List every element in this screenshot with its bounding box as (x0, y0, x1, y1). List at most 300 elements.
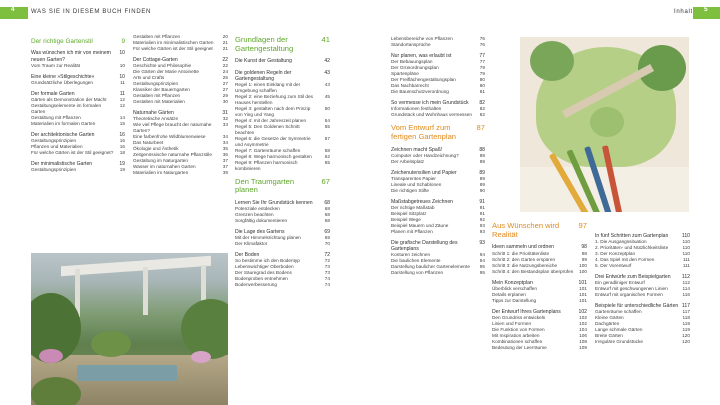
toc-entry (391, 89, 485, 95)
toc-entry-title: Die grafische Darstellung des Gartenplans (391, 239, 458, 253)
toc-entry-title: Das Naturbeet (133, 139, 164, 145)
toc-page-number: 33 (222, 122, 228, 128)
toc-page-number: 73 (324, 264, 330, 270)
toc-chapter (492, 222, 587, 239)
toc-entry-title: Ein geradliniger Entwurf (595, 280, 645, 286)
toc-entry (31, 103, 125, 115)
toc-page-number: 117 (681, 303, 690, 310)
toc-page-number: 76 (479, 41, 485, 47)
toc-entry-title: Die Lage des Gartens (235, 229, 285, 236)
toc-page-number: 79 (479, 71, 485, 77)
toc-page-number: 93 (479, 228, 485, 234)
toc-page-number: 95 (479, 270, 485, 276)
toc-page-number: 9 (121, 38, 125, 45)
toc-entry (235, 282, 330, 288)
toc-section (31, 50, 125, 62)
toc-entry-title: Darstellung von Pflanzen (391, 270, 444, 276)
toc-entry-title: Informationen festhalten (391, 106, 442, 112)
toc-entry-title: Der Cottage-Garten (133, 56, 178, 63)
toc-page-number: 37 (222, 157, 228, 163)
toc-entry (133, 46, 228, 52)
toc-entry-title: Lebenswichtiger Oberboden (235, 264, 294, 270)
toc-entry-title: Computer oder Handzeichnung? (391, 152, 459, 158)
toc-entry (235, 160, 330, 172)
toc-entry-title: Ideen sammeln und ordnen (492, 244, 555, 251)
toc-entry-title: Kombinationen schaffen (492, 338, 543, 344)
toc-entry-title: Zeitgenössische naturnahe Pflanzstile (133, 151, 212, 157)
toc-page-number: 110 (682, 245, 690, 251)
toc-page-number: 91 (479, 210, 485, 216)
toc-entry-title: Pflanzen und Materialien (31, 144, 83, 150)
toc-entry-title: Schritt 3: die Nutzungsbereiche (492, 262, 558, 268)
toc-page-number: 102 (578, 308, 587, 315)
toc-entry-title: Mit der Himmelsrichtung planen (235, 235, 301, 241)
toc-entry-title: Gestaltung im Naturgarten (133, 157, 188, 163)
toc-page-number: 76 (479, 36, 485, 41)
toc-entry-title: Transparentes Papier (391, 175, 436, 181)
toc-entry-title: Drei Entwürfe zum Beispielgarten (595, 274, 671, 281)
toc-page-number: 120 (682, 333, 690, 339)
toc-page-number: 32 (222, 116, 228, 122)
garden-plan-photo (520, 37, 689, 212)
toc-page-number: 81 (479, 88, 485, 94)
toc-page-number: 50 (324, 105, 330, 111)
toc-entry-title: Mit Inspiration arbeiten (492, 332, 540, 338)
toc-page-number: 89 (479, 169, 485, 176)
toc-entry-title: Der Klimafaktor (235, 241, 268, 247)
toc-page-number: 72 (324, 258, 330, 264)
toc-page-number: 10 (119, 50, 125, 57)
toc-page-number: 35 (222, 145, 228, 151)
toc-entry-title: Wasser im naturnahen Garten (133, 163, 196, 169)
toc-page-number: 16 (119, 144, 125, 150)
toc-page-number: 111 (682, 263, 690, 269)
toc-entry-title: Gestalten mit Pflanzen (133, 34, 181, 39)
toc-entry-title: Gestaltungsprinzipien (133, 81, 179, 87)
toc-entry-title: Die Gärten der Marie Antoinette (133, 69, 199, 75)
toc-page-number: 100 (579, 268, 587, 274)
toc-entry-title: Materialien im minimalistischen Garten (133, 39, 214, 45)
toc-entry-title: Lineale und Schablonen (391, 181, 442, 187)
toc-page-number: 30 (222, 98, 228, 104)
toc-entry-title: Dachgärten (595, 321, 620, 327)
toc-page-number: 80 (479, 83, 485, 89)
toc-page-number: 16 (119, 131, 125, 138)
toc-page-number: 37 (222, 163, 228, 169)
toc-chapter (391, 124, 485, 141)
toc-page-number: 55 (324, 123, 330, 129)
left-page-number: 4 (11, 6, 15, 13)
toc-entry-title: Gestaltung mit Pflanzen (31, 115, 81, 121)
toc-entry (133, 122, 228, 134)
toc-entry (391, 112, 485, 118)
toc-entry (595, 292, 690, 298)
toc-entry-title: Die Baumschutzverordnung (391, 88, 449, 94)
toc-entry-title: Spartenpläne (391, 71, 419, 77)
toc-page-number: 87 (476, 123, 485, 133)
toc-page-number: 99 (581, 256, 587, 262)
toc-page-number: 92 (479, 216, 485, 222)
toc-entry-title: Mein Konzeptplan (492, 279, 533, 286)
toc-entry (391, 270, 485, 276)
toc-page-number: 94 (479, 258, 485, 264)
toc-entry-title: Bodenverbesserung (235, 282, 277, 288)
toc-entry-title: Lebensbereiche von Pflanzen (391, 36, 453, 41)
toc-page-number: 93 (479, 222, 485, 228)
toc-page-number: 11 (119, 90, 125, 97)
toc-entry-title: Eine farbenfrohe Wildblumenwiese (133, 134, 206, 139)
toc-entry-title: Das Nachbarrecht (391, 83, 429, 89)
toc-page-number: 119 (682, 321, 690, 327)
toc-entry-title: Wie viel Pflege braucht der naturnahe Garten? (133, 122, 212, 134)
toc-page-number: 101 (579, 285, 587, 291)
toc-page-number: 27 (222, 86, 228, 92)
toc-entry-title: Materialien im Naturgarten (133, 169, 189, 175)
toc-entry-title: Bodenproben entnehmen (235, 276, 288, 282)
toc-entry-title: Der Grünordnungsplan (391, 65, 439, 71)
toc-page-number: 39 (222, 169, 228, 175)
toc-entry (235, 94, 330, 106)
toc-entry-title: Schritt 2: den Garten erspüren (492, 256, 556, 262)
toc-entry (31, 63, 125, 69)
toc-page-number: 98 (581, 250, 587, 256)
toc-page-number: 19 (119, 167, 125, 173)
toc-entry-title: Grundsätzliche Überlegungen (31, 79, 94, 85)
toc-entry-title: Standortansprüche (391, 41, 431, 47)
toc-page-number: 101 (579, 291, 587, 297)
toc-entry-title: Der Boden (235, 252, 260, 259)
toc-entry-title: Lernen Sie Ihr Grundstück kennen (235, 200, 313, 207)
toc-page-number: 18 (119, 150, 125, 156)
toc-entry-title: Zeichenutensilien und Papier (391, 169, 457, 176)
toc-entry-title: Der Entwurf Ihres Gartenplans (492, 308, 561, 315)
toc-entry-title: Gestaltungsprinzipien (31, 167, 77, 173)
toc-page-number: 34 (222, 134, 228, 139)
toc-page-number: 19 (119, 161, 125, 168)
toc-page-number: 36 (222, 151, 228, 157)
toc-entry-title: Darstellung baulicher Gartenelemente (391, 264, 470, 270)
toc-entry-title: Entwurf mit geschwungenen Linien (595, 286, 668, 292)
toc-entry-title: Irreguläre Grundstücke (595, 339, 643, 345)
toc-page-number: 31 (222, 109, 228, 116)
toc-entry-title: Entwurf mit organischen Formen (595, 292, 663, 298)
toc-entry-title: Gestaltungsprinzipien (31, 138, 77, 144)
toc-entry (391, 42, 485, 48)
toc-entry-title: Theoretische Ansätze (133, 116, 179, 122)
toc-page-number: 21 (222, 45, 228, 51)
toc-entry-title: Potenziale entdecken (235, 206, 280, 212)
toc-entry-title: Beispiel Wege (391, 216, 421, 222)
toc-entry-title: Tipps zur Darstellung (492, 297, 537, 303)
toc-page-number: 80 (479, 77, 485, 83)
toc-page-number: 68 (324, 218, 330, 224)
toc-page-number: 77 (479, 52, 485, 59)
toc-entry (235, 136, 330, 148)
toc-page-number: 88 (479, 146, 485, 153)
toc-page-number: 14 (119, 115, 125, 121)
toc-entry-title: Regel 3: gestalten nach dem Prinzip von Ying und Yang (235, 105, 311, 117)
toc-page-number: 72 (324, 252, 330, 259)
toc-entry-title: Der Arbeitsplatz (391, 158, 425, 164)
toc-entry-title: Regel 7: Gartenräume schaffen (235, 147, 301, 153)
toc-page-number: 98 (581, 244, 587, 251)
toc-column-2 (133, 34, 228, 176)
toc-page-number: 68 (324, 206, 330, 212)
toc-page-number: 108 (579, 338, 587, 344)
toc-entry-title: Schritt 4: den Bestandsplan überprüfen (492, 268, 574, 274)
toc-page-number: 116 (682, 292, 690, 298)
toc-entry-title: Grundlagen der Gartengestaltung (235, 35, 294, 53)
toc-page-number: 65 (324, 159, 330, 165)
toc-page-number: 22 (222, 63, 228, 69)
toc-chapter (31, 38, 125, 45)
toc-entry (31, 80, 125, 86)
toc-chapter (235, 36, 330, 53)
toc-entry-title: Gestaltungselemente im formalen Garten (31, 103, 102, 115)
toc-page-number: 88 (479, 152, 485, 158)
toc-entry (133, 170, 228, 176)
toc-entry-title: Details erplanen (492, 291, 526, 297)
toc-entry-title: Klassiker der Bauerngarten (133, 86, 190, 92)
toc-page-number: 73 (324, 270, 330, 276)
toc-page-number: 29 (222, 92, 228, 98)
toc-page-number: 100 (579, 262, 587, 268)
toc-entry-title: Kleine Gärten (595, 315, 624, 321)
toc-page-number: 110 (681, 233, 690, 239)
toc-page-number: 79 (479, 65, 485, 71)
toc-entry (133, 99, 228, 105)
toc-page-number: 101 (579, 297, 587, 303)
toc-page-number: 27 (222, 81, 228, 87)
toc-page-number: 22 (222, 56, 228, 63)
toc-page-number: 114 (682, 286, 690, 292)
toc-entry-title: Die baulichen Elemente (391, 258, 441, 264)
toc-column-4 (391, 36, 485, 276)
toc-entry-title: Beispiel Sitzplatz (391, 210, 427, 216)
toc-page-number: 25 (222, 75, 228, 81)
toc-page-number: 77 (479, 59, 485, 65)
toc-entry-title: Schritt 1: die Prioritätenliste (492, 250, 550, 256)
toc-page-number: 43 (324, 69, 330, 76)
toc-page-number: 89 (479, 181, 485, 187)
toc-page-number: 68 (324, 200, 330, 207)
toc-entry-title: Regel 4: mit der Jahreszeit planen (235, 117, 307, 123)
toc-page-number: 89 (479, 175, 485, 181)
toc-section (235, 70, 330, 82)
toc-page-number: 111 (682, 257, 690, 263)
garden-photo (31, 253, 228, 405)
toc-page-number: 58 (324, 147, 330, 153)
toc-entry-title: Naturnahe Gärten (133, 109, 174, 116)
toc-entry-title: So bestimme ich den Bodentyp (235, 258, 300, 264)
toc-entry-title: Regel 2: eine Beziehung zum Stil des Hauses herstellen (235, 93, 313, 105)
toc-page-number: 90 (479, 187, 485, 193)
toc-page-number: 89 (479, 158, 485, 164)
toc-entry-title: Regel 6: die Gesetze der Symmetrie und Asymmetrie (235, 135, 311, 147)
toc-page-number: 43 (324, 82, 330, 88)
toc-page-number: 101 (578, 279, 587, 286)
toc-entry-title: Maßstabgetreues Zeichnen (391, 198, 454, 205)
toc-page-number: 109 (579, 344, 587, 350)
toc-entry-title: Die Funktion von Formen (492, 326, 545, 332)
toc-page-number: 102 (579, 320, 587, 326)
toc-entry (235, 241, 330, 247)
toc-page-number: 12 (119, 97, 125, 103)
toc-entry-title: Für welche Gärten ist der Stil geeignet? (31, 150, 114, 156)
toc-entry (235, 124, 330, 136)
toc-entry (492, 345, 587, 351)
toc-page-number: 102 (579, 314, 587, 320)
toc-page-number: 82 (479, 99, 485, 106)
toc-entry-title: Der Freiflächengestaltungsplan (391, 77, 456, 83)
toc-entry-title: Der formale Garten (31, 90, 75, 97)
toc-page-number: 117 (682, 309, 690, 315)
toc-entry-title: Den Grundriss entwickeln (492, 314, 546, 320)
toc-entry-title: Nur planen, was erlaubt ist (391, 52, 452, 59)
toc-page-number: 15 (119, 120, 125, 126)
toc-entry (492, 298, 587, 304)
toc-page-number: 91 (479, 198, 485, 205)
toc-entry-title: Zeichnen macht Spaß! (391, 146, 443, 153)
toc-page-number: 110 (682, 251, 690, 257)
toc-section (235, 58, 330, 64)
toc-page-number: 112 (682, 280, 690, 286)
toc-page-number: 67 (321, 176, 330, 186)
toc-entry (391, 188, 485, 194)
toc-entry (235, 82, 330, 94)
toc-entry (391, 159, 485, 165)
toc-page-number: 10 (119, 62, 125, 68)
toc-entry-title: 3. Der Konzeptplan (595, 251, 636, 257)
toc-page-number: 21 (222, 39, 228, 45)
toc-entry-title: Grenzen beachten (235, 212, 274, 218)
toc-section (391, 240, 485, 252)
toc-entry-title: Die Kunst der Gestaltung (235, 58, 292, 65)
toc-entry-title: Ökologie und Ästhetik (133, 145, 179, 151)
toc-entry-title: 1. Die Ausgangssituation (595, 239, 647, 245)
toc-page-number: 74 (324, 276, 330, 282)
toc-entry-title: 4. Das Spiel mit den Formen (595, 257, 655, 263)
toc-entry (235, 218, 330, 224)
toc-column-3 (235, 30, 330, 288)
toc-entry-title: Linien und Formen (492, 320, 532, 326)
toc-page-number: 24 (222, 69, 228, 75)
toc-page-number: 119 (682, 327, 690, 333)
toc-entry-title: Breite Gärten (595, 333, 623, 339)
toc-page-number: 82 (479, 106, 485, 112)
toc-entry-title: Regel 9: Pflanzen harmonisch kombinieren (235, 159, 298, 171)
toc-entry (595, 339, 690, 345)
toc-column-5 (492, 216, 587, 351)
toc-page-number: 69 (324, 235, 330, 241)
toc-entry-title: Bedeutung der Leerräume (492, 344, 547, 350)
toc-entry-title: Lange schmale Gärten (595, 327, 643, 333)
left-running-head: WAS SIE IN DIESEM BUCH FINDEN (31, 9, 152, 15)
toc-page-number: 118 (682, 315, 690, 321)
toc-entry (391, 229, 485, 235)
toc-entry (31, 121, 125, 127)
toc-entry-title: Der minimalistische Garten (31, 161, 93, 168)
toc-page-number: 68 (324, 212, 330, 218)
toc-page-number: 10 (119, 73, 125, 80)
toc-entry-title: Konturen zeichnen (391, 252, 431, 258)
toc-entry-title: Arts und Crafts (133, 75, 165, 81)
toc-entry-title: Was wünschen ich mir von meinem neuen Garten? (31, 50, 111, 63)
toc-page-number: 69 (324, 229, 330, 236)
toc-entry-title: 2. Prioritäten- und Nützlichkeitsliste (595, 245, 669, 251)
toc-page-number: 104 (579, 326, 587, 332)
toc-entry-title: Geschichte und Philosophie (133, 63, 192, 69)
toc-entry-title: Die goldenen Regeln der Gartengestaltung (235, 69, 292, 82)
toc-page-number: 12 (119, 103, 125, 109)
toc-entry (492, 269, 587, 275)
toc-entry-title: Überblick verschaffen (492, 285, 537, 291)
toc-entry-title: Sorgfältig dokumentieren (235, 218, 288, 224)
toc-entry-title: Eine kleine »Stilgeschichte« (31, 73, 95, 80)
toc-entry-title: Gestalten mit Materialien (133, 98, 185, 104)
toc-entry-title: Grundstück und Wohnhaus vermessen (391, 112, 472, 118)
toc-page-number: 16 (119, 138, 125, 144)
toc-entry (31, 150, 125, 156)
toc-column-1 (31, 32, 125, 173)
toc-entry-title: Der richtige Maßstab (391, 204, 435, 210)
toc-page-number: 70 (324, 241, 330, 247)
toc-page-number: 54 (324, 117, 330, 123)
toc-entry (235, 106, 330, 118)
toc-page-number: 62 (324, 153, 330, 159)
toc-page-number: 94 (479, 252, 485, 258)
toc-entry-title: Vom Entwurf zum fertigen Gartenplan (391, 123, 457, 141)
toc-entry-title: Gestalten mit Pflanzen (133, 92, 181, 98)
toc-entry-title: Beispiel Mauern und Zäune (391, 222, 449, 228)
toc-page-number: 95 (479, 264, 485, 270)
right-page-number: 5 (704, 6, 708, 13)
toc-entry-title: 5. Der Vorentwurf (595, 263, 632, 269)
right-running-head: Inhalt (674, 9, 693, 15)
toc-entry-title: Die richtigen Stifte (391, 187, 430, 193)
toc-page-number: 20 (222, 34, 228, 39)
toc-page-number: 41 (321, 35, 330, 44)
toc-entry-title: Der Säuregrad des Bodens (235, 270, 292, 276)
toc-page-number: 34 (222, 139, 228, 145)
toc-page-number: 91 (479, 204, 485, 210)
toc-page-number: 112 (681, 274, 690, 281)
toc-entry (595, 263, 690, 269)
toc-entry-title: Vom Traum zur Realität (31, 62, 80, 68)
toc-entry-title: Der Bebauungsplan (391, 59, 433, 65)
toc-page-number: 97 (578, 221, 587, 230)
toc-entry-title: Regel 1: einen Einklang mit der Umgebung schaffen (235, 82, 301, 94)
toc-page-number: 106 (579, 332, 587, 338)
toc-page-number: 57 (324, 135, 330, 141)
toc-entry-title: In fünf Schritten zum Gartenplan (595, 233, 669, 239)
toc-page-number: 93 (479, 239, 485, 246)
toc-entry-title: Beispiele für unterschiedliche Gärten (595, 303, 679, 310)
toc-entry-title: Gartenräume schaffen (595, 309, 642, 315)
toc-chapter (235, 178, 330, 195)
toc-entry-title: Der architektonische Garten (31, 131, 95, 138)
toc-entry (31, 167, 125, 173)
toc-page-number: 74 (324, 282, 330, 288)
toc-page-number: 11 (120, 79, 125, 85)
toc-entry-title: Den Traumgarten planen (235, 176, 295, 195)
toc-page-number: 45 (324, 93, 330, 99)
toc-entry-title: So vermesse ich mein Grundstück (391, 99, 469, 106)
toc-entry-title: Regel 5: Den Goldenen Schnitt beachten (235, 123, 300, 135)
toc-entry-title: Regel 8: Wege harmonisch gestalten (235, 153, 312, 159)
toc-entry-title: Gärten als Demonstration der Macht (31, 97, 107, 103)
toc-entry-title: Für welche Gärten ist der Stil geeignet (133, 45, 213, 51)
